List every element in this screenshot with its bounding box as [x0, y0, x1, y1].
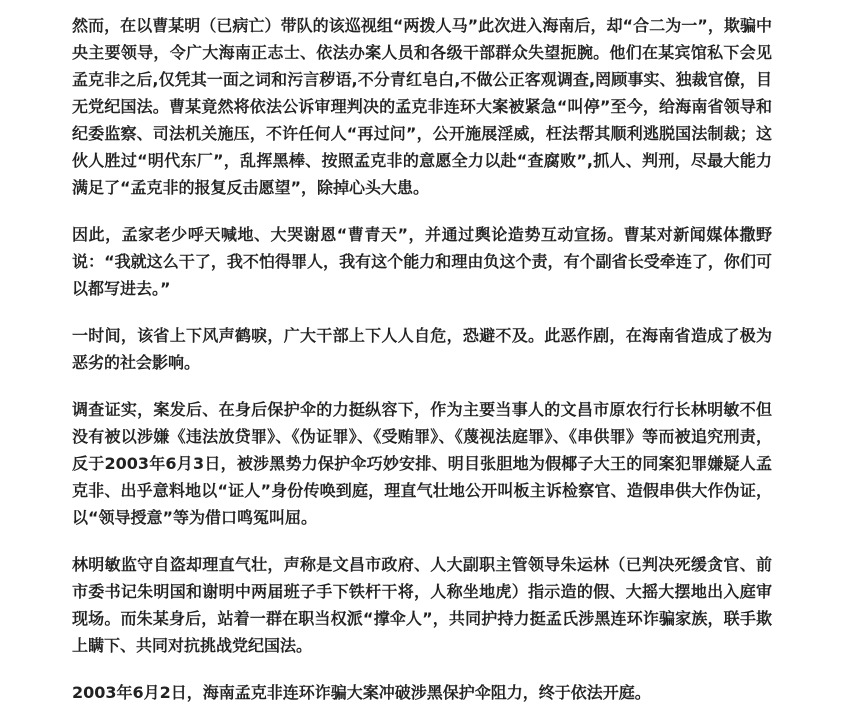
- article-paragraph: 调查证实，案发后、在身后保护伞的力挺纵容下，作为主要当事人的文昌市原农行行长林明敏不但没有被以涉嫌《违法放贷罪》、《伪证罪》、《受贿罪》、《蔑视法庭罪》、《串供罪》等而被追究刑责，反于2003年6月3日，被涉黑势力保护伞巧妙安排、明目张胆地为假椰子大王的同案犯罪嫌疑人孟克非、出乎意料地以“证人”身份传唤到庭，理直气壮地公开叫板主诉检察官、造假串供大作伪证，以“领导授意”等为借口鸣冤叫屈。: [72, 400, 772, 527]
- article-paragraph: 2003年6月2日，海南孟克非连环诈骗大案冲破涉黑保护伞阻力，终于依法开庭。: [72, 683, 651, 702]
- article-paragraph: 林明敏监守自盗却理直气壮，声称是文昌市政府、人大副职主管领导朱运林（已判决死缓贪官、前市委书记朱明国和谢明中两届班子手下铁杆干将，人称坐地虎）指示造的假、大摇大摆地出入庭审现场。而朱某身后，站着一群在职当权派“撑伞人”，共同护持力挺孟氏涉黑连环诈骗家族，联手欺上瞒下、共同对抗挑战党纪国法。: [72, 555, 772, 655]
- article-paragraph: 然而，在以曹某明（已病亡）带队的该巡视组“两拨人马”此次进入海南后，却“合二为一”，欺骗中央主要领导，令广大海南正志士、依法办案人员和各级干部群众失望扼腕。他们在某宾馆私下会见孟克非之后,仅凭其一面之词和污言秽语,不分青红皂白,不做公正客观调查,罔顾事实、独裁官僚，目无党纪国法。曹某竟然将依法公诉审理判决的孟克非连环大案被紧急“叫停”至今，给海南省领导和纪委监察、司法机关施压，不许任何人“再过问”，公开施展淫威，枉法帮其顺利逃脱国法制裁；这伙人胜过“明代东厂”，乱挥黑棒、按照孟克非的意愿全力以赴“查腐败”,抓人、判刑，尽最大能力满足了“孟克非的报复反击愿望”，除掉心头大患。: [72, 16, 772, 197]
- article-paragraph: 因此，孟家老少呼天喊地、大哭谢恩“曹青天”，并通过舆论造势互动宣扬。曹某对新闻媒体撒野说：“我就这么干了，我不怕得罪人，我有这个能力和理由负这个责，有个副省长受牵连了，你们可以都写进去。”: [72, 225, 772, 298]
- article-paragraph: 一时间，该省上下风声鹤唳，广大干部上下人人自危，恐避不及。此恶作剧，在海南省造成了极为恶劣的社会影响。: [72, 326, 772, 372]
- article-body: [72, 12, 772, 726]
